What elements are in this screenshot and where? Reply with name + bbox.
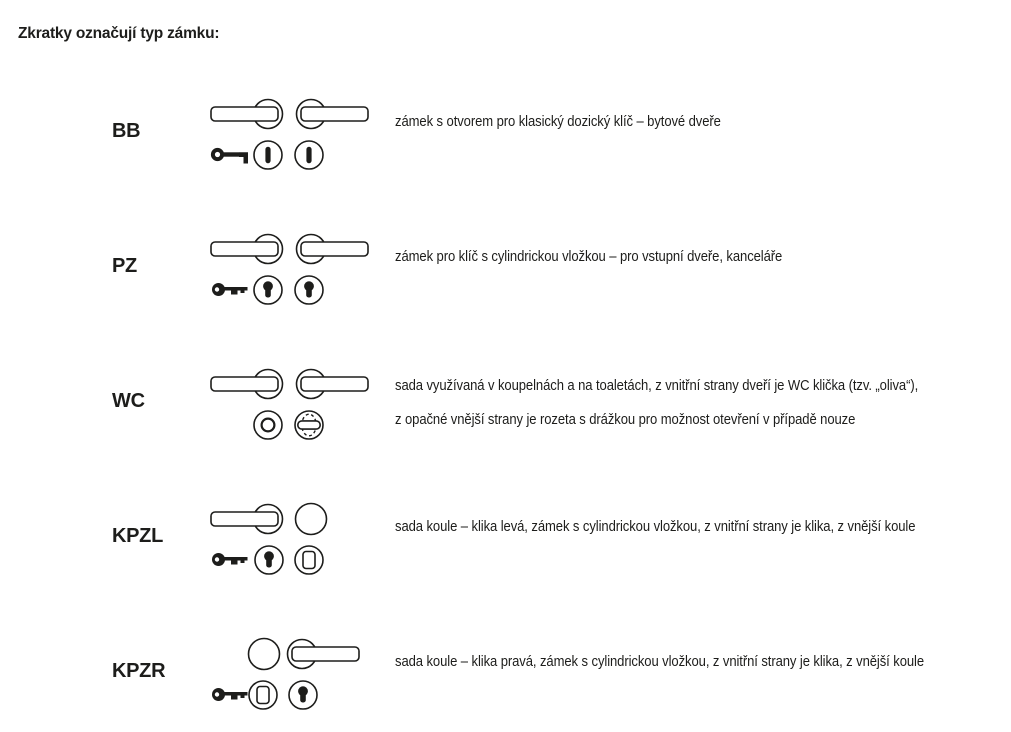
cylinder-keyhole-rosette-icon: [289, 681, 317, 709]
page-title: Zkratky označují typ zámku:: [18, 25, 220, 42]
lock-type-row-wc: [0, 365, 1011, 445]
door-hardware-diagram: [205, 500, 380, 580]
lock-type-description: zámek s otvorem pro klasický dozický klíč – bytové dveře: [395, 113, 721, 130]
lock-type-description: sada koule – klika pravá, zámek s cylindrickou vložkou, z vnitřní strany je klika, z vnější koule: [395, 653, 925, 670]
cylinder-key-icon: [212, 553, 248, 566]
blind-rosette-icon: [249, 681, 277, 709]
door-knob-icon: [296, 504, 327, 535]
door-knob-icon: [249, 639, 280, 670]
lever-handle-left-icon: [211, 505, 283, 534]
lever-handle-left-icon: [211, 370, 283, 399]
lock-type-row-kpzr: [0, 635, 1011, 715]
classic-keyhole-rosette-icon: [254, 141, 282, 169]
lock-type-row-pz: [0, 230, 1011, 310]
door-hardware-diagram: [205, 95, 380, 175]
classic-key-icon: [213, 150, 248, 164]
lever-handle-right-icon: [297, 235, 369, 264]
door-hardware-diagram: [205, 635, 380, 715]
lock-type-code: KPZL: [112, 525, 164, 547]
cylinder-key-icon: [212, 688, 248, 701]
lock-type-description: [395, 369, 918, 437]
lever-handle-right-icon: [297, 370, 369, 399]
lock-type-code: KPZR: [112, 660, 166, 682]
description-line: sada využívaná v koupelnách a na toaletách, z vnitřní strany dveří je WC klička (tzv. „oliva“),: [395, 377, 919, 394]
classic-keyhole-rosette-icon: [295, 141, 323, 169]
lock-type-row-bb: [0, 95, 1011, 175]
lever-handle-left-icon: [211, 100, 283, 129]
description-line: z opačné vnější strany je rozeta s drážkou pro možnost otevření v případě nouze: [395, 411, 856, 428]
cylinder-keyhole-rosette-icon: [254, 276, 282, 304]
lock-type-code: BB: [112, 120, 141, 142]
lever-handle-right-icon: [297, 100, 369, 129]
wc-olive-knob-icon: [295, 411, 323, 439]
lock-type-description: zámek pro klíč s cylindrickou vložkou – pro vstupní dveře, kanceláře: [395, 248, 783, 265]
lock-type-code: WC: [112, 390, 145, 412]
emergency-slot-rosette-icon: [254, 411, 282, 439]
cylinder-keyhole-rosette-icon: [255, 546, 283, 574]
lock-type-code: PZ: [112, 255, 137, 277]
lock-type-description: sada koule – klika levá, zámek s cylindrickou vložkou, z vnitřní strany je klika, z vnější koule: [395, 518, 916, 535]
cylinder-key-icon: [212, 283, 248, 296]
lever-handle-right-icon: [288, 640, 360, 669]
lever-handle-left-icon: [211, 235, 283, 264]
blind-rosette-icon: [295, 546, 323, 574]
cylinder-keyhole-rosette-icon: [295, 276, 323, 304]
lock-type-row-kpzl: [0, 500, 1011, 580]
door-hardware-diagram: [205, 230, 380, 310]
door-hardware-diagram: [205, 365, 380, 445]
